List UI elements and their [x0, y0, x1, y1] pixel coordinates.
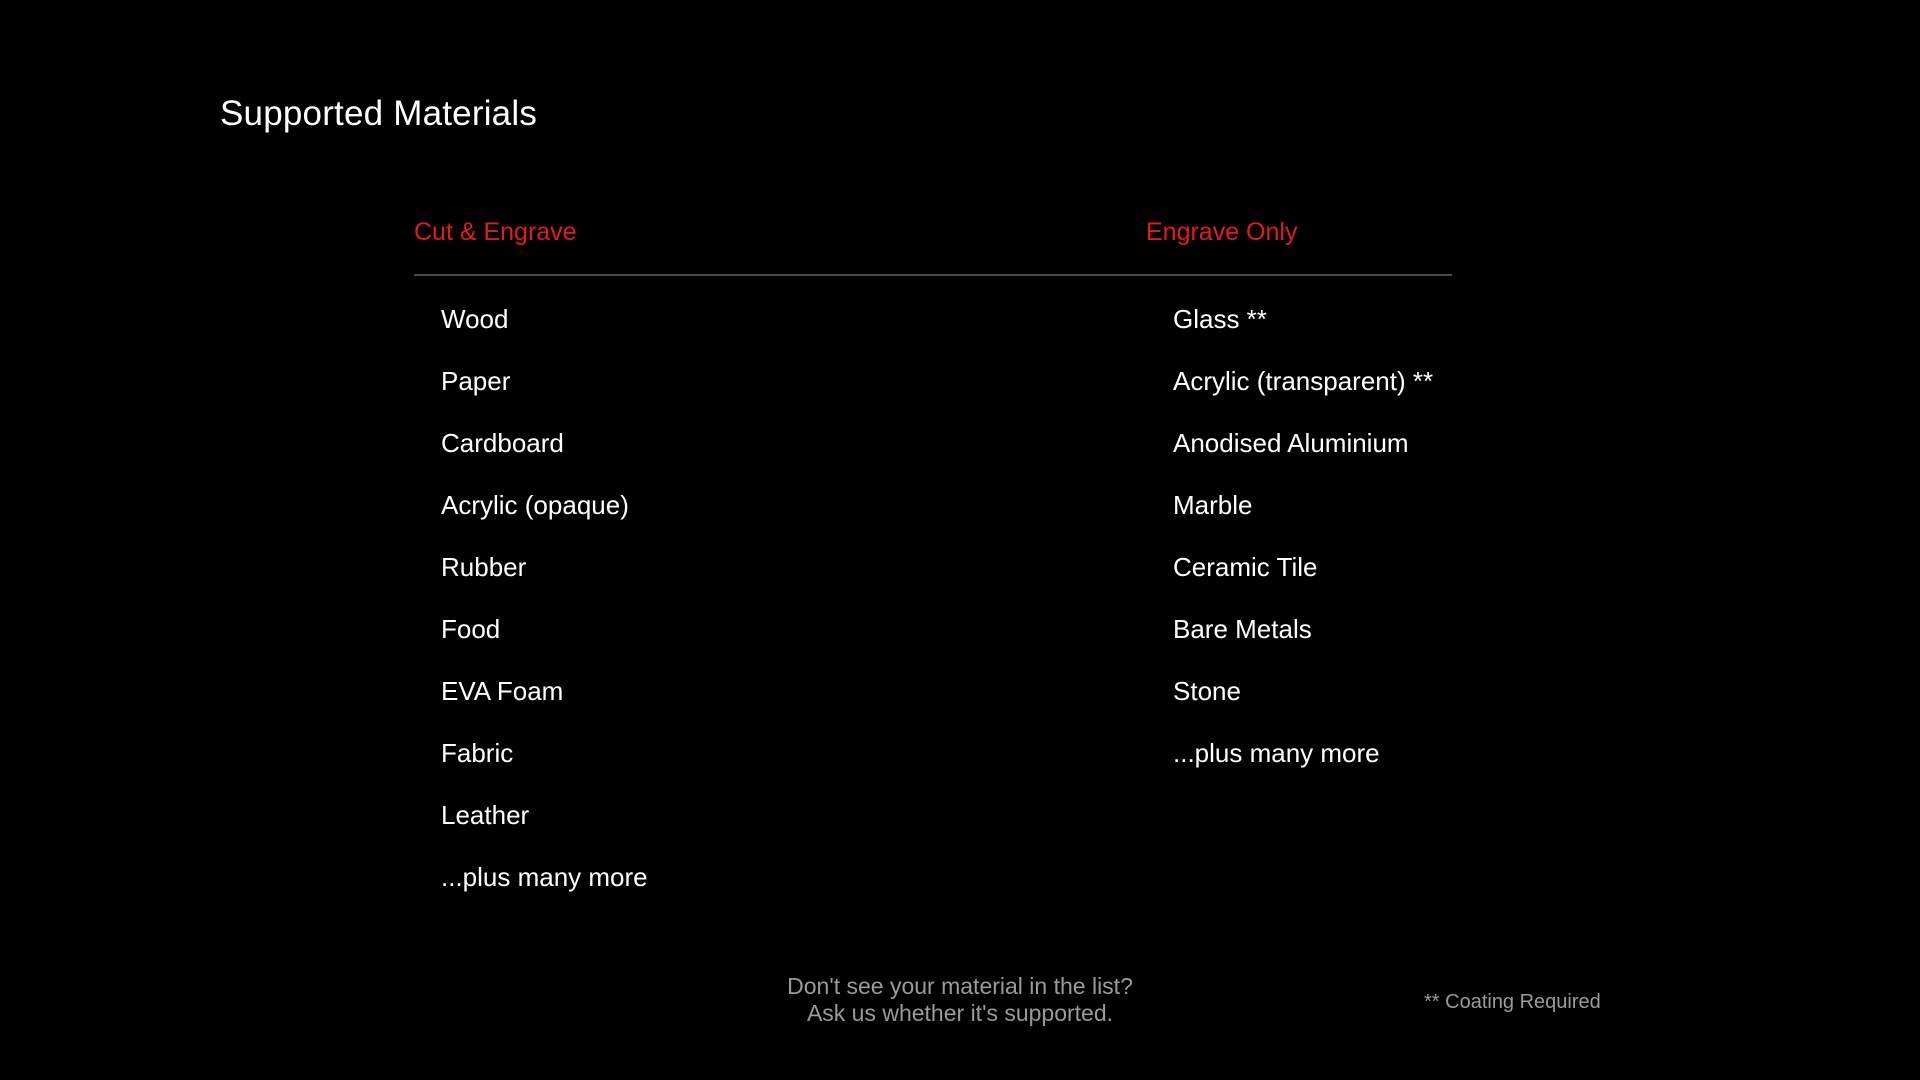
- list-item: Glass **: [1173, 304, 1267, 334]
- material-columns: [414, 276, 1452, 916]
- list-item: Anodised Aluminium: [1173, 428, 1409, 458]
- coating-footnote: ** Coating Required: [1424, 991, 1601, 1013]
- table-header: [414, 212, 1452, 276]
- list-item: Leather: [441, 800, 530, 830]
- list-item: Paper: [441, 366, 511, 396]
- list-item: ...plus many more: [441, 862, 648, 892]
- list-item: Rubber: [441, 552, 527, 582]
- list-item: Ceramic Tile: [1173, 552, 1318, 582]
- engrave-only-list: [1173, 304, 1433, 800]
- footer-question: [0, 973, 1920, 1027]
- materials-table: [414, 212, 1452, 916]
- page-title: Supported Materials: [220, 94, 538, 133]
- list-item: Marble: [1173, 490, 1253, 520]
- footer-question-line-1: Don't see your material in the list?: [787, 973, 1133, 999]
- list-item: EVA Foam: [441, 676, 564, 706]
- list-item: Acrylic (transparent) **: [1173, 366, 1434, 396]
- list-item: Bare Metals: [1173, 614, 1312, 644]
- column-header-cut-engrave: Cut & Engrave: [414, 218, 577, 246]
- list-item: ...plus many more: [1173, 738, 1380, 768]
- list-item: Food: [441, 614, 501, 644]
- list-item: Wood: [441, 304, 509, 334]
- column-header-engrave-only: Engrave Only: [1146, 218, 1298, 246]
- list-item: Acrylic (opaque): [441, 490, 629, 520]
- cut-engrave-list: [441, 304, 648, 924]
- list-item: Fabric: [441, 738, 514, 768]
- list-item: Cardboard: [441, 428, 564, 458]
- footer-question-line-2: Ask us whether it's supported.: [806, 1000, 1114, 1026]
- list-item: Stone: [1173, 676, 1241, 706]
